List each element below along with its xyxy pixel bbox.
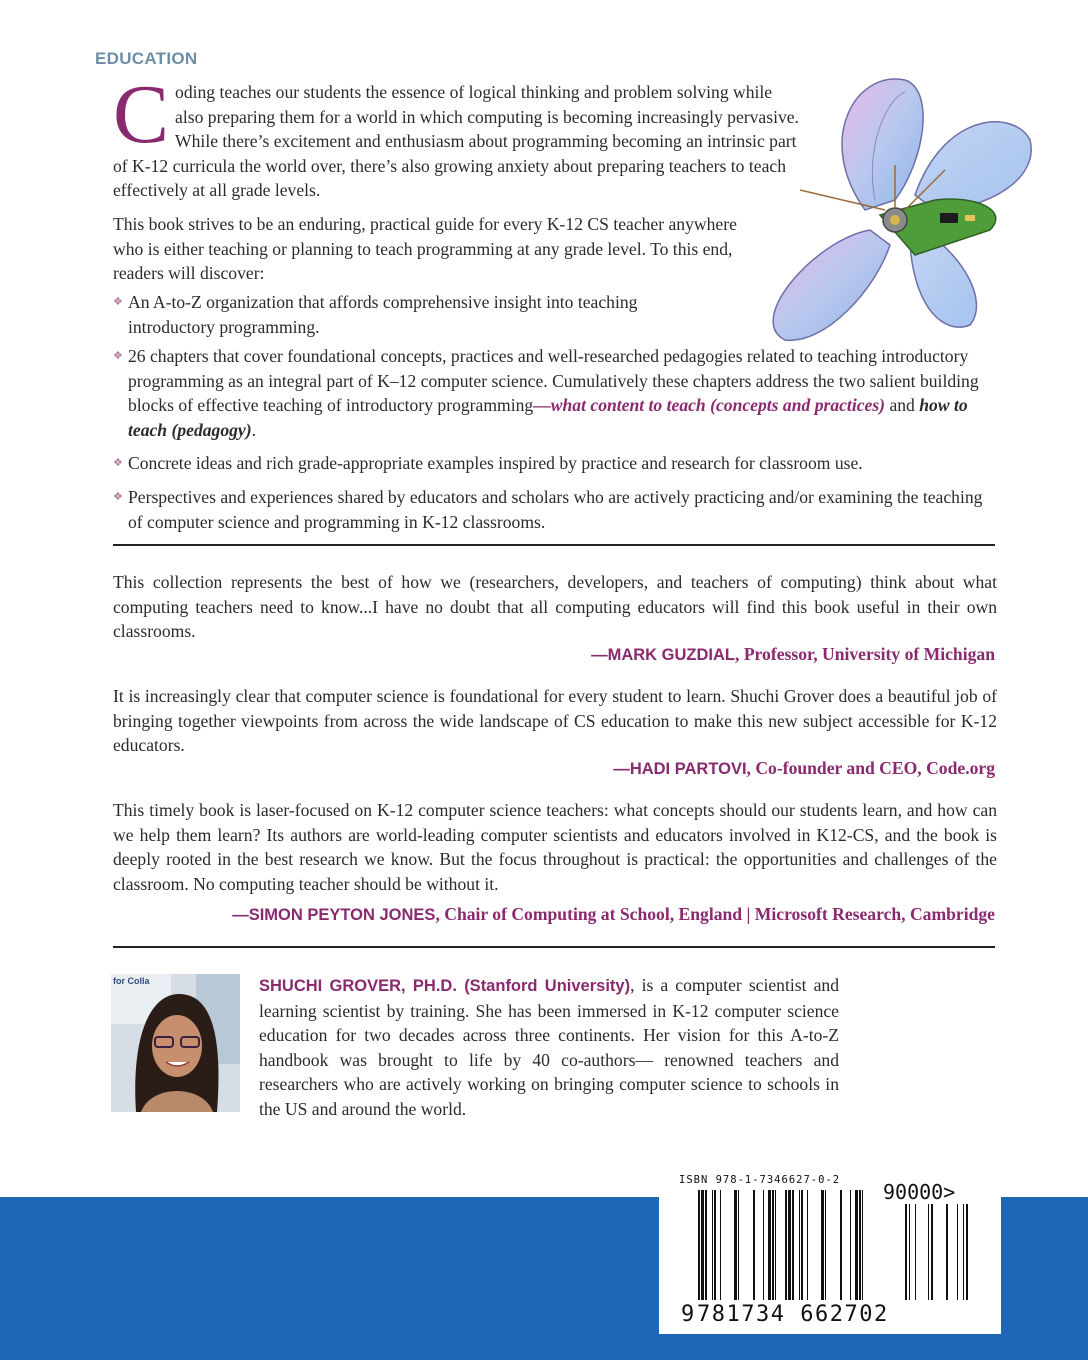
diamond-bullet-icon: ❖	[113, 490, 123, 503]
right-forewing	[915, 122, 1031, 210]
feature-joiner: and	[885, 395, 920, 416]
intro-paragraph	[113, 68, 803, 203]
barcode-stripe	[738, 1190, 739, 1300]
endorser-role: , Chair of Computing at School, England | Microsoft Research, Cambridge	[435, 904, 995, 924]
feature-item	[113, 451, 993, 476]
endorsement-attribution	[613, 758, 995, 779]
barcode-stripe	[712, 1190, 713, 1300]
author-photo	[111, 974, 240, 1112]
barcode-stripe	[840, 1190, 842, 1300]
drop-cap-letter: C	[113, 68, 170, 161]
addon-stripe	[905, 1204, 907, 1300]
barcode-stripe	[799, 1190, 800, 1300]
book-purpose-paragraph: This book strives to be an enduring, practical guide for every K-12 CS teacher anywhere who is either teaching or planning to teach programming at any grade level. To this end, readers will discover:	[113, 214, 737, 284]
author-bio-text: , is a computer scientist and learning scientist by training. She has been immersed in K-12 computer science education for two decades across three continents. Her vision for this A-to-Z handbook was brought to life by 40 co-authors— renowned teachers and researchers who are actively working on bringing computer science to schools in the US and around the world.	[259, 975, 839, 1119]
barcode-stripe	[768, 1190, 771, 1300]
barcode-stripe	[825, 1190, 826, 1300]
barcode-stripe	[821, 1190, 824, 1300]
barcode-stripe	[734, 1190, 737, 1300]
barcode-stripe	[850, 1190, 851, 1300]
endorser-role: , Co-founder and CEO, Code.org	[746, 758, 995, 778]
endorsement-quote: This timely book is laser-focused on K-12 computer science teachers: what concepts should our students learn, and how can we help them learn? Its authors are world-leading computer scientists and educators involved in K12-CS, and the book is deeply rooted in the best research we know. But the focus throughout is practical: the opportunities and challenges of the classroom. No computing teacher should be without it.	[113, 800, 997, 894]
barcode-stripe	[862, 1190, 863, 1300]
isbn-label: ISBN 978-1-7346627-0-2	[679, 1174, 841, 1186]
feature-emphasis-pedagogy: how to teach (pedagogy)	[128, 395, 968, 440]
endorser-name: —SIMON PEYTON JONES	[232, 906, 436, 924]
barcode-stripe	[714, 1190, 716, 1300]
addon-stripe	[909, 1204, 910, 1300]
feature-text: Concrete ideas and rich grade-appropriate examples inspired by practice and research for classroom use.	[128, 453, 863, 474]
circuit-board-body	[880, 199, 996, 255]
photo-background-sign: for Colla	[113, 976, 150, 986]
addon-stripe	[966, 1204, 968, 1300]
barcode-stripe	[788, 1190, 791, 1300]
barcode-stripe	[701, 1190, 704, 1300]
feature-item	[113, 290, 728, 339]
feature-text: Perspectives and experiences shared by educators and scholars who are actively practicing and/or examining the teaching of computer science and programming in K-12 classrooms.	[128, 486, 983, 532]
endorsement-attribution	[232, 904, 995, 925]
feature-text: 26 chapters that cover foundational concepts, practices and well-researched pedagogies related to teaching introductory programming as an integral part of K–12 computer science. Cumulatively these chapters address the two salient building blocks of effective teaching of introductory programming	[128, 346, 979, 416]
diamond-bullet-icon: ❖	[113, 350, 123, 362]
feature-item	[113, 485, 993, 534]
addon-stripe	[957, 1204, 958, 1300]
category-label: EDUCATION	[95, 49, 198, 68]
divider-rule	[113, 544, 995, 546]
feature-text: An A-to-Z organization that affords comprehensive insight into teaching introductory programming.	[128, 292, 638, 337]
author-name: SHUCHI GROVER, PH.D. (Stanford University)	[259, 977, 631, 995]
barcode-stripe	[807, 1190, 808, 1300]
addon-stripe	[963, 1204, 964, 1300]
endorsement-attribution	[591, 644, 995, 665]
price-code: 90000>	[883, 1180, 956, 1204]
feature-item	[113, 344, 993, 442]
barcode-stripe	[753, 1190, 755, 1300]
endorser-name: —MARK GUZDIAL	[591, 646, 736, 664]
barcode-stripe	[705, 1190, 707, 1300]
endorsement-quote: It is increasingly clear that computer science is foundational for every student to learn. Shuchi Grover does a beautiful job of bringing together viewpoints from across the wide landscape of CS education to make this new subject accessible for K-12 educators.	[113, 686, 997, 756]
barcode-stripe	[698, 1190, 700, 1300]
barcode-digits: 781734 662702	[697, 1302, 889, 1327]
isbn-barcode	[659, 1166, 1001, 1334]
feature-list-continued	[113, 344, 993, 543]
diamond-bullet-icon: ❖	[113, 296, 123, 308]
barcode-stripe	[792, 1190, 794, 1300]
endorsement-quote: This collection represents the best of how we (researchers, developers, and teachers of computing) think about what computing teachers need to know...I have no doubt that all computing educators will find this book useful in their own classrooms.	[113, 572, 997, 642]
barcode-stripe	[772, 1190, 774, 1300]
intro-text: oding teaches our students the essence of logical thinking and problem solving while also preparing them for a world in which computing is becoming increasingly pervasive. While there’s excitement and enthusiasm about programming becoming an intrinsic part of K-12 curricula the world over, there’s also growing anxiety about preparing teachers to teach effectively at all grade levels.	[113, 82, 799, 201]
addon-stripe	[946, 1204, 948, 1300]
barcode-stripe	[720, 1190, 721, 1300]
feature-list	[113, 290, 993, 348]
barcode-stripe	[855, 1190, 858, 1300]
barcode-stripe	[775, 1190, 776, 1300]
addon-stripe	[928, 1204, 929, 1300]
barcode-stripe	[801, 1190, 803, 1300]
barcode-stripe	[763, 1190, 764, 1300]
addon-stripe	[931, 1204, 933, 1300]
barcode-first-digit: 9	[681, 1302, 695, 1327]
feature-end: .	[251, 419, 257, 440]
author-bio	[259, 973, 839, 1122]
divider-rule	[113, 946, 995, 948]
barcode-stripe	[859, 1190, 861, 1300]
left-forewing	[842, 79, 923, 210]
feature-emphasis-content: —what content to teach (concepts and practices)	[533, 395, 886, 416]
diamond-bullet-icon: ❖	[113, 457, 123, 470]
addon-stripe	[915, 1204, 916, 1300]
endorser-role: , Professor, University of Michigan	[735, 644, 995, 664]
barcode-stripe	[785, 1190, 787, 1300]
endorser-name: —HADI PARTOVI	[613, 760, 747, 778]
